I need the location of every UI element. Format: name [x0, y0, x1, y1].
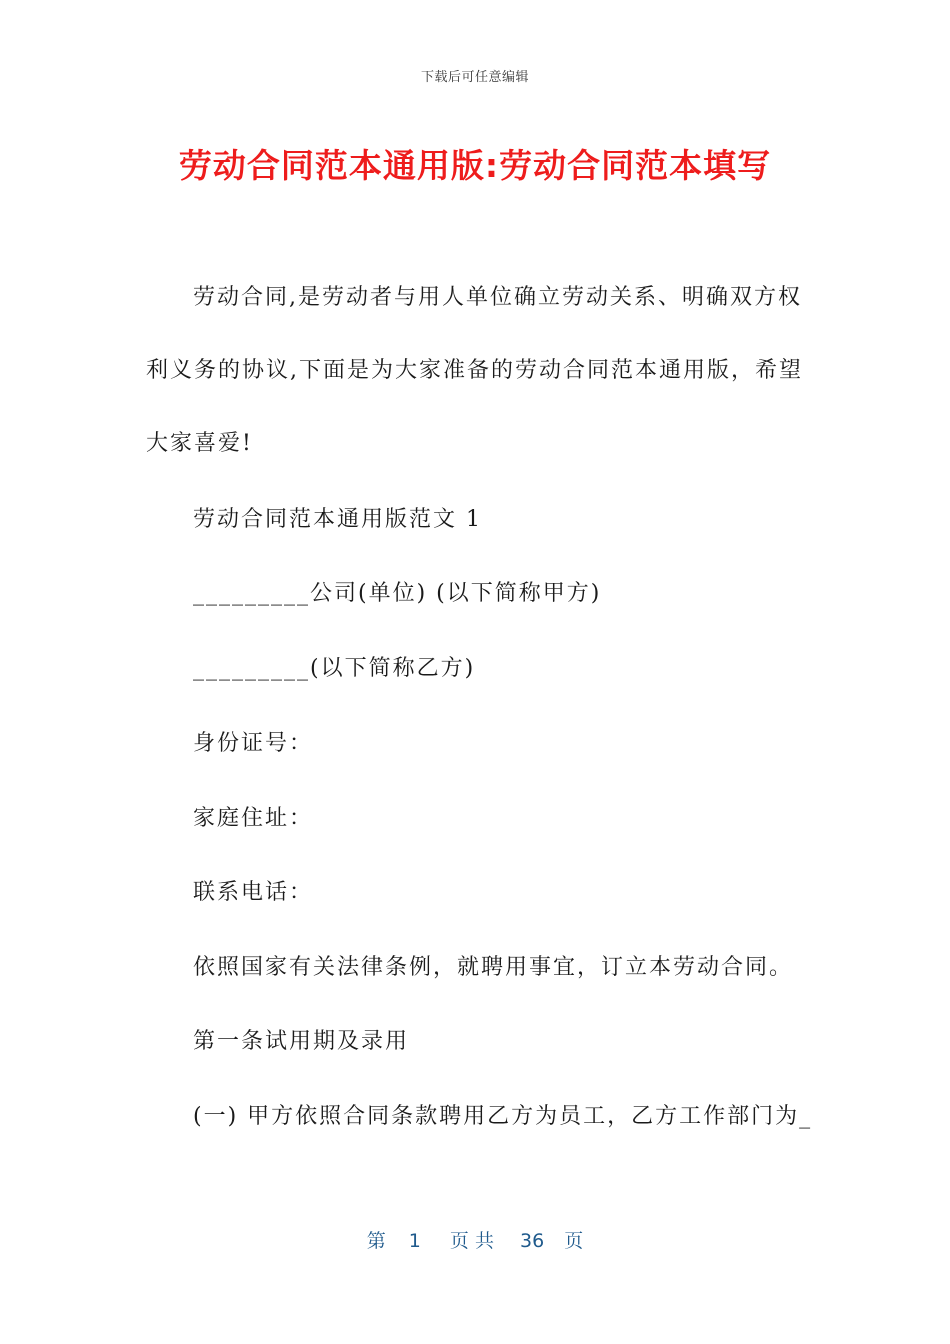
intro-line-3: 大家喜爱! — [146, 431, 253, 456]
footer-suffix: 页 — [564, 1230, 584, 1252]
page-footer — [0, 1226, 950, 1253]
footer-prefix: 第 — [366, 1230, 386, 1252]
footer-total-pages: 36 — [520, 1230, 545, 1252]
id-number-line: 身份证号： — [193, 731, 314, 756]
home-address-line: 家庭住址： — [193, 806, 314, 831]
article-one-clause-1: (一) 甲方依照合同条款聘用乙方为员工，乙方工作部门为_ — [193, 1104, 813, 1129]
header-note: 下载后可任意编辑 — [420, 70, 529, 85]
section-heading: 劳动合同范本通用版范文 1 — [193, 507, 482, 532]
party-a-line: _________公司(单位) (以下简称甲方) — [193, 581, 602, 606]
intro-line-1: 劳动合同,是劳动者与用人单位确立劳动关系、明确双方权 — [193, 285, 802, 310]
article-one-heading: 第一条试用期及录用 — [193, 1029, 410, 1054]
phone-line: 联系电话： — [193, 880, 314, 905]
party-b-line: _________(以下简称乙方) — [193, 656, 476, 681]
footer-current-page: 1 — [408, 1230, 421, 1252]
footer-middle: 页 共 — [449, 1230, 494, 1252]
preamble-line: 依照国家有关法律条例，就聘用事宜，订立本劳动合同。 — [193, 955, 794, 980]
document-title: 劳动合同范本通用版:劳动合同范本填写 — [178, 146, 772, 185]
intro-line-2: 利义务的协议,下面是为大家准备的劳动合同范本通用版，希望 — [146, 358, 803, 383]
